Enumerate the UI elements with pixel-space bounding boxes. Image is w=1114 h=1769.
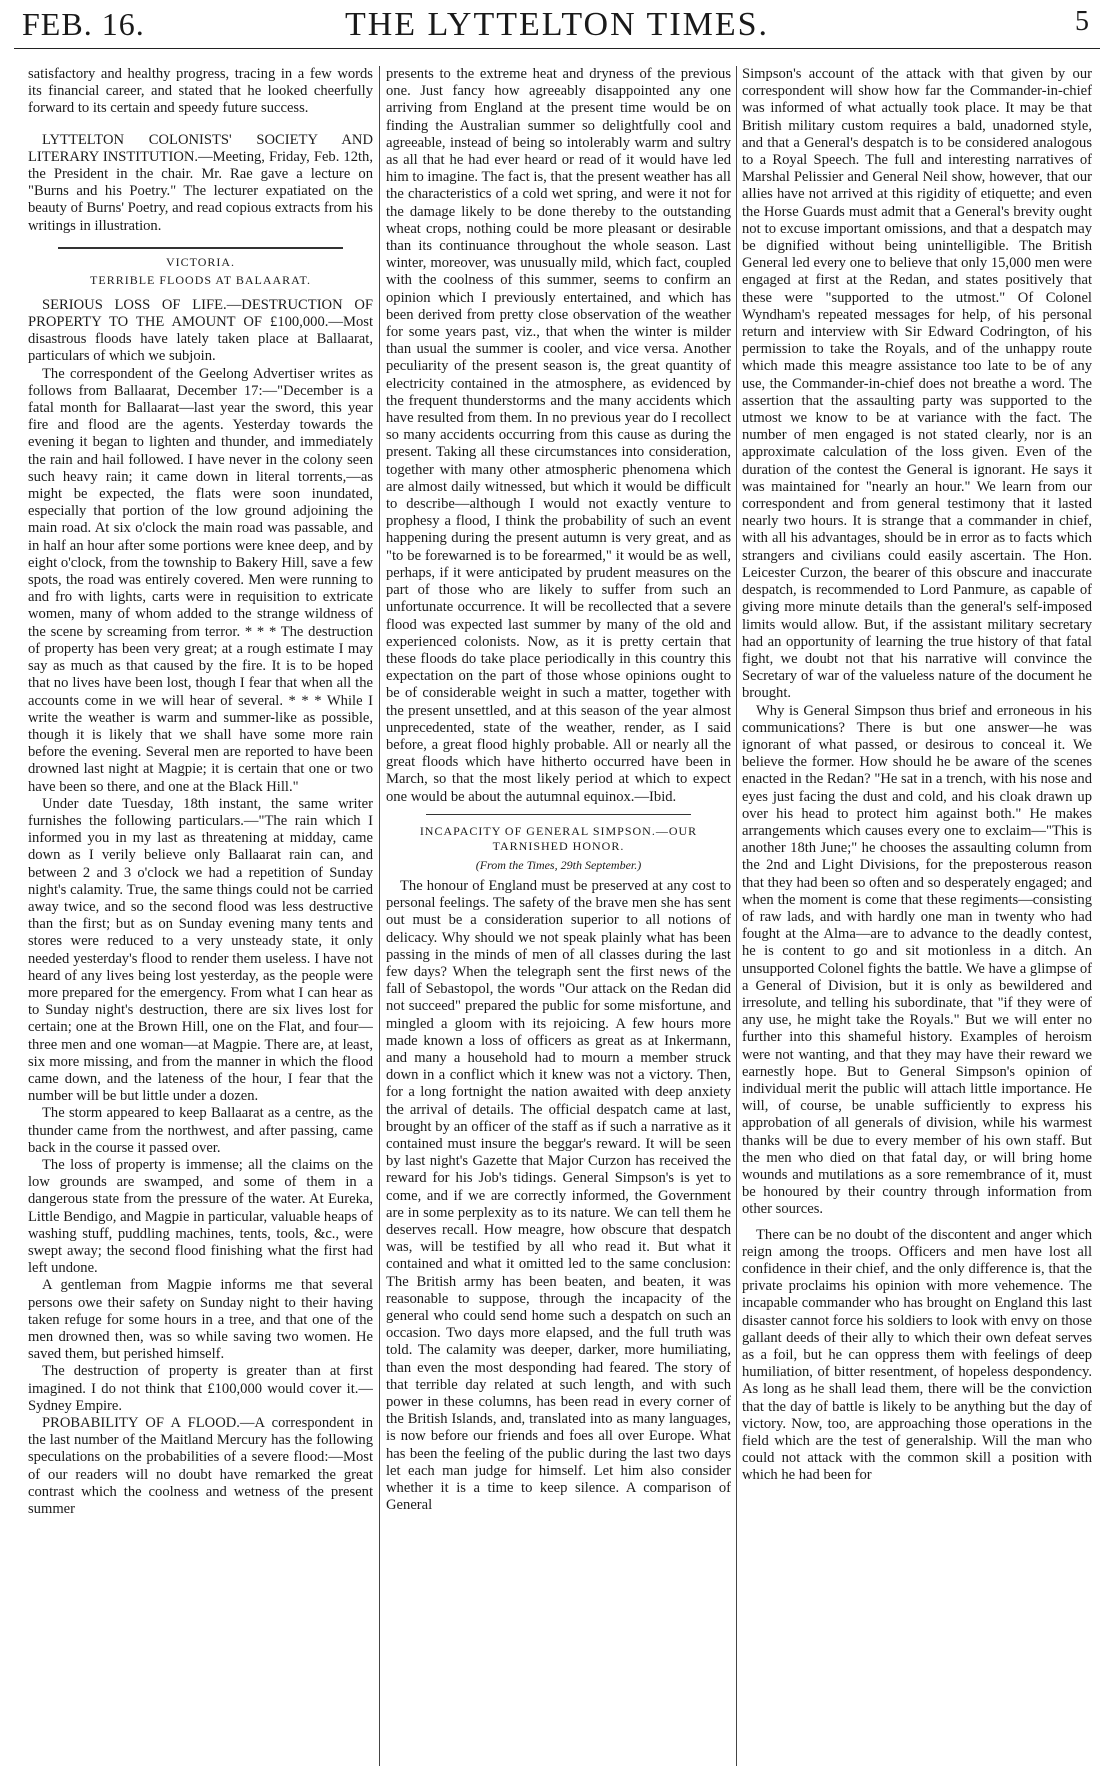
column-divider-1 (379, 66, 380, 1766)
section-rule (58, 247, 343, 249)
probability-of-flood: PROBABILITY OF A FLOOD.—A correspondent in the last number of the Maitland Mercury has the following speculations on the probabilities of a severe flood:—Most of our readers will no doubt have remarked the great contrast which the coolness and wetness of the present summer (28, 1415, 373, 1518)
article-continuation: satisfactory and healthy progress, tracing in a few words its financial career, and stated that he looked cheerfully forward to its certain and speedy future success. (28, 66, 373, 117)
simpson-paragraph-2: Why is General Simpson thus brief and erroneous in his communications? There is but one answer—he was ignorant of what passed, or desirous to conceal it. We believe the former. How should he be aware of the scenes enacted in the Redan? "He sat in a trench, with his nose and eyes just facing the dust and cold, and his cloak drawn up over his head to protect him against both." He makes arrangements which causes every one to exclaim—"This is another 18th June;" he chooses the assaulting column from the 2nd and Light Divisions, for the preposterous reason that they had been so often and so desperately engaged; and when the moment is come that these regiments—consisting of raw lads, and with hardly one man in twenty who had fought at the Alma—are to advance to the deadly contest, he is content to go and sit motionless in a ditch. An unsupported Colonel fights the battle. We have a glimpse of a General of Division, but it is only as bewildered and irresolute, and telling his subordinate, that "if they were of any use, he might take the Royals." But we will enter no further into this shameful history. Examples of heroism were not wanting, and that they may have their reward we earnestly hope. But to General Simpson's opinion of individual merit the public will attach little importance. He will, of course, be unable sufficiently to express his approbation of all generals of division, while his warmest thanks will be due to every member of his own staff. But the men who died on that fatal day, or will bring home wounds and mutilations as a sore remembrance of it, must be honoured by their country through information from other sources. (742, 702, 1092, 1218)
floods-paragraph-2: Under date Tuesday, 18th instant, the same writer furnishes the following particulars.—"The rain which I informed you in my last as threatening at midday, came down as I verily believe only Ballaarat rain can, and between 2 and 3 o'clock we had a repetition of Sunday night's calamity. True, the same things could not be carried away twice, and so the second flood was less destructive than the first; but as on Sunday evening many tents and stores were reduced to a very unsteady state, it only needed yesterday's flood to render them useless. I have not heard of any lives being lost yesterday, as the people were more prepared for the emergency. From what I can hear as to Sunday night's destruction, there are six lives lost for certain; one at the Brown Hill, one on the Flat, and four—three men and one woman—at Magpie. There are, at least, six more missing, and from the manner in which the flood came down, and the lateness of the hour, I fear that the number will be but little under a dozen. (28, 795, 373, 1105)
simpson-continuation: Simpson's account of the attack with that given by our correspondent will show how far the Commander-in-chief was informed of what actually took place. It may be that British military custom requires a bald, unadorned style, and that a General's despatch is to be considered analogous to a Royal Speech. The full and interesting narratives of Marshal Pelissier and General Neil show, however, that our allies have not arrived at this rigidity of etiquette; and even the Horse Guards must admit that a General's brevity ought not to excuse important omissions, and that a despatch may be dignified without being unintelligible. The British General led every one to believe that only 15,000 men were engaged at first at the Redan, and states positively that these were "supported to the utmost." Of Colonel Wyndham's repeated messages for help, of his personal return and interview with Sir Edward Codrington, of his permission to take the Royals, and of the unhappy route which made this meagre assistance too late to be of any use, the Commander-in-chief does not breathe a word. The assertion that the assaulting party was supported to the utmost we know to be at variance with the fact. The number of men engaged is not stated clearly, nor is an approximate calculation of the loss given. Even of the duration of the contest the General is ignorant. He says it was maintained for "nearly an hour." We learn from our correspondent and from general testimony that it lasted nearly two hours. It is strange that a commander in chief, with all his advantages, should be in error as to facts which strangers and civilians could easily ascertain. The Hon. Leicester Curzon, the bearer of this obscure and inaccurate despatch, is recommended to Lord Panmure, as capable of giving more minute details than the general's self-imposed limits would allow. But, if the assistant military secretary had an opportunity of learning the true history of that fatal fight, we doubt not that his narrative will convince the Secretary of war of the valueless nature of the document he brought. (742, 66, 1092, 702)
floods-paragraph-1: The correspondent of the Geelong Advertiser writes as follows from Ballaarat, December 17:—"December is a fatal month for Ballaarat—last year the sword, this year fire and flood are the agents. Yesterday towards the evening it began to lighten and thunder, and immediately the rain and hail followed. I have never in the colony seen such heavy rain; it came down in literal torrents,—as might be expected, the flats were soon inundated, especially that portion of the low ground adjoining the main road. At six o'clock the main road was passable, and in half an hour after some portions were knee deep, and by eight o'clock, from the township to Bakery Hill, save a few spots, the road was entirely covered. Men were running to and fro with lights, carts were in requisition to extricate women, many of whom added to the strange wildness of the scene by screaming from terror. * * * The destruction of property has been very great; at a rough estimate I may say as much as that caused by the fire. It is to be hoped that no lives have been lost, though I fear that when all the accounts come in we will hear of several. * * * While I write the weather is warm and summer-like as possible, though it is likely that we shall have some more rain before the evening. Several men are reported to have been drowned last night at Magpie; it is certain that one or two have been so there, and one at the Black Hill." (28, 365, 373, 795)
headline-terrible-floods: TERRIBLE FLOODS AT BALAARAT. (90, 272, 311, 287)
headline-general-simpson: INCAPACITY OF GENERAL SIMPSON.—OUR TARNISHED HONOR. (419, 823, 698, 853)
column-1 (28, 66, 373, 1762)
floods-summary: SERIOUS LOSS OF LIFE.—DESTRUCTION OF PROPERTY TO THE AMOUNT OF £100,000.—Most disastrous floods have lately taken place at Ballaarat, particulars of which we subjoin. (28, 296, 373, 365)
simpson-paragraph-1: The honour of England must be preserved at any cost to personal feelings. The safety of the brave men she has sent out must be a consideration superior to all notions of delicacy. Why should we not speak plainly what has been passing in the minds of men of all classes during the last few days? When the telegraph sent the first news of the fall of Sebastopol, the words "Our attack on the Redan did not succeed" prepared the public for some misfortune, and mingled a gloom with its rejoicing. A few hours more made known a loss of officers as great as at Inkermann, and many a household had to mourn a member struck down in a conflict which it knew was not a victory. Then, for a long fortnight the nation awaited with deep anxiety the arrival of details. The official despatch came at last, brought by an officer of the staff as if such a narrative as it contained must insure the beggar's reward. It will be seen by last night's Gazette that Major Curzon has received the reward for his Job's tidings. General Simpson's is yet to come, and if we are correctly informed, the Government are in some perplexity as to its nature. We can tell them he deserves recall. How meagre, how obscure that despatch was, will be testified by all who read it. But what it contained and what it omitted led to the same conclusion: The British army has been beaten, and beaten, it was reasonable to suppose, through the incapacity of the general who could send home such a despatch on such an occasion. Two days more elapsed, and the full truth was told. The calamity was deeper, darker, more humiliating, than even the most desponding had feared. The story of that terrible day related at such length, and with such power in these columns, has been read in every corner of the British Islands, and, translated into as many languages, is now before our friends and foes all over Europe. What has been the feeling of the public during the last two days let each man judge for himself. Let him also consider whether it is a time to keep silence. A comparison of General (386, 877, 731, 1514)
simpson-paragraph-3: There can be no doubt of the discontent and anger which reign among the troops. Officers and men have lost all confidence in their chief, and the only difference is, that the private proclaims his opinion with more vehemence. The incapable commander who has brought on England this last disaster cannot force his soldiers to look with envy on those gallant deeds of their ally to which their own defeat serves as a foil, but he can oppress them with feelings of deep humiliation, of bitter resentment, of hopeless despondency. As long as he shall lead them, there will be the conviction that the day of battle is likely to be anything but the day of victory. Now, too, are approaching those operations in the field which are the test of generalship. Will the man who could not attack with the common skill a position with which he had been for (742, 1226, 1092, 1484)
column-2 (386, 66, 731, 1762)
floods-paragraph-3: The storm appeared to keep Ballaarat as a centre, as the thunder came from the northwest, and after passing, came back in the course it passed over. (28, 1105, 373, 1156)
newspaper-title: THE LYTTELTON TIMES. (344, 6, 770, 43)
article-source: (From the Times, 29th September.) (475, 857, 642, 872)
floods-paragraph-5: A gentleman from Magpie informs me that several persons owe their safety on Sunday night to their having taken refuge for some hours in a tree, and that one of the men drowned then, was so while saving two women. He saved them, but perished himself. (28, 1277, 373, 1363)
section-heading-victoria: VICTORIA. (165, 254, 236, 269)
masthead (0, 0, 1114, 64)
masthead-rule (14, 48, 1100, 49)
issue-date: FEB. 16. (22, 6, 145, 42)
flood-article-continuation: presents to the extreme heat and dryness of the previous one. Just fancy how agreeably disappointed any one arriving from England at the present time would be on finding the Australian summer so delightfully cool and agreeable, instead of being so intolerably warm and sultry as all that he had ever heard or read of it would have led him to imagine. The fact is, that the present weather has all the characteristics of a cold wet spring, and were it not for the damage likely to be done thereby to the outstanding wheat crops, nothing could be more pleasant or desirable than its continuance throughout the whole season. Last winter, moreover, was unusually mild, which fact, coupled with the coolness of this summer, seems to confirm an opinion which I previously entertained, and which has been derived from pretty close observation of the weather for some years past, viz., that when the winter is milder than usual the summer is cooler, and vice versa. Another peculiarity of the present season is, the great quantity of electricity contained in the atmosphere, as evidenced by the frequent thunderstorms and the many accidents which have resulted from them. In no previous year do I recollect so many accidents occurring from this cause as during the present. Taking all these circumstances into consideration, together with many other atmospheric phenomena which are almost daily witnessed, but which it would be difficult to describe—although I would not exactly venture to prophesy a flood, I think the probability of such an event happening during the present autumn is very great, and as "to be forewarned is to be forearmed," it would be as well, perhaps, if it were anticipated by prudent measures on the part of those who are likely to suffer from such an unfortunate occurrence. It will be recollected that a severe flood was expected last summer by many of the old and experienced colonists. Now, as it is pretty certain that these floods do take place periodically in this country this expectation on the part of those whose opinions ought to be of considerable weight in such a matter, together with the present unsettled, and at this season of the year almost unprecedented, state of the weather, render, as I said before, a great flood highly probable. All or nearly all the great floods which have hitherto occurred have been in March, so that the most likely period at which to expect one would be about the autumnal equinox.—Ibid. (386, 66, 731, 805)
column-divider-2 (736, 66, 737, 1766)
floods-paragraph-4: The loss of property is immense; all the claims on the low grounds are swamped, and some of them in a dangerous state from the pressure of the water. At Eureka, Little Bendigo, and Magpie in particular, valuable heaps of washing stuff, puddling machines, tents, tools, &c., were swept away; the second flood finishing what the first had left undone. (28, 1156, 373, 1277)
page-number: 5 (1075, 6, 1090, 37)
floods-paragraph-6: The destruction of property is greater than at first imagined. I do not think that £100,000 would cover it.—Sydney Empire. (28, 1363, 373, 1414)
society-notice: LYTTELTON COLONISTS' SOCIETY AND LITERARY INSTITUTION.—Meeting, Friday, Feb. 12th, the President in the chair. Mr. Rae gave a lecture on "Burns and his Poetry." The lecturer expatiated on the beauty of Burns' Poetry, and read copious extracts from his writings in illustration. (28, 131, 373, 234)
column-3 (742, 66, 1092, 1762)
section-rule (426, 814, 691, 815)
